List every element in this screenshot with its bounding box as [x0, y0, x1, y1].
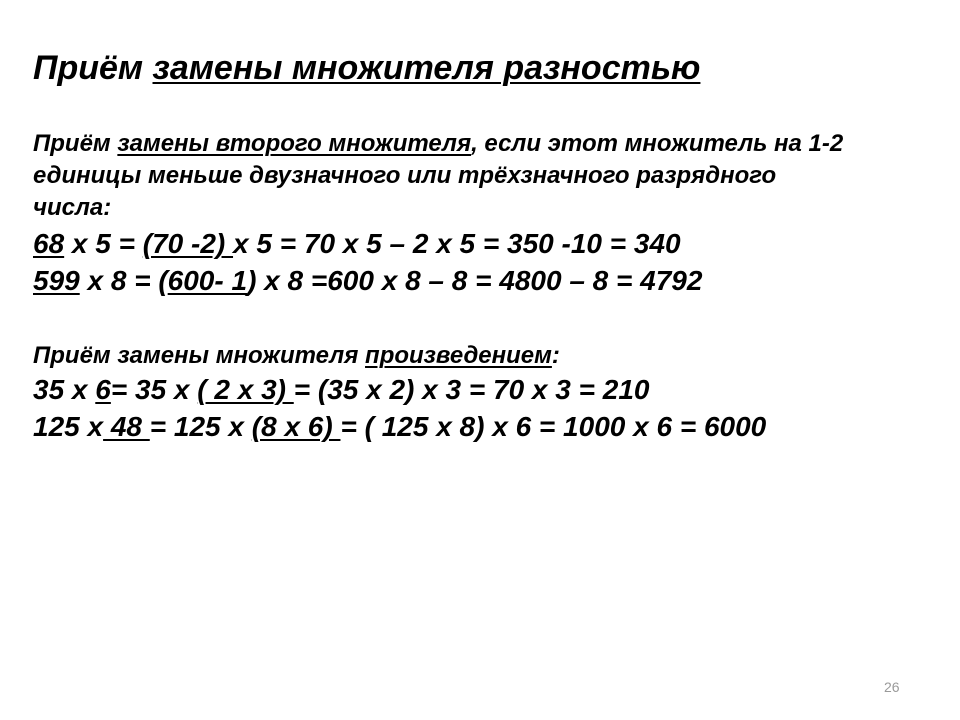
formula-part: 125 х: [33, 411, 104, 442]
difference-example-1: [33, 225, 681, 262]
formula-part: 6: [95, 374, 111, 405]
title-prefix: Приём: [33, 49, 153, 87]
formula-part: х 5 =: [64, 228, 143, 259]
formula-part: = ( 125 х 8) х 6 = 1000 х 6 = 6000: [340, 411, 767, 442]
slide-title: [33, 46, 700, 90]
difference-example-2: [33, 262, 702, 299]
title-underlined: замены множителя разностью: [152, 49, 701, 87]
intro-underlined: произведением: [365, 342, 552, 369]
intro-text: :: [551, 342, 560, 369]
formula-part: 35 х: [33, 374, 96, 405]
formula-part: = (35 х 2) х 3 = 70 х 3 = 210: [293, 374, 650, 405]
intro-text: , если этот множитель на 1-2: [471, 130, 844, 157]
formula-part: (70 -2): [142, 228, 234, 259]
product-method-intro: [33, 340, 948, 372]
formula-part: х 8 = (: [79, 265, 168, 296]
intro-line-1: [33, 128, 948, 160]
formula-part: 48: [103, 411, 150, 442]
product-example-2: [33, 408, 766, 445]
intro-text: Приём: [33, 130, 118, 157]
formula-part: ( 2 х 3): [197, 374, 294, 405]
formula-part: = 125 х: [149, 411, 252, 442]
formula-part: ) х 8 =600 х 8 – 8 = 4800 – 8 = 4792: [247, 265, 703, 296]
intro-line-3: числа:: [33, 194, 112, 221]
product-example-1: [33, 371, 649, 408]
formula-part: 600- 1: [167, 265, 248, 296]
intro-text: Приём замены множителя: [33, 342, 366, 369]
formula-part: = 35 х: [110, 374, 198, 405]
formula-part: (8 х 6): [251, 411, 341, 442]
difference-method-intro: [33, 128, 948, 224]
intro-line-2: единицы меньше двузначного или трёхзначного разрядного: [33, 162, 777, 189]
formula-part: 599: [33, 265, 80, 296]
page-number: 26: [884, 679, 900, 695]
formula-part: 68: [33, 228, 65, 259]
formula-part: х 5 = 70 х 5 – 2 х 5 = 350 -10 = 340: [233, 228, 681, 259]
intro-underlined: замены второго множителя: [117, 130, 472, 157]
